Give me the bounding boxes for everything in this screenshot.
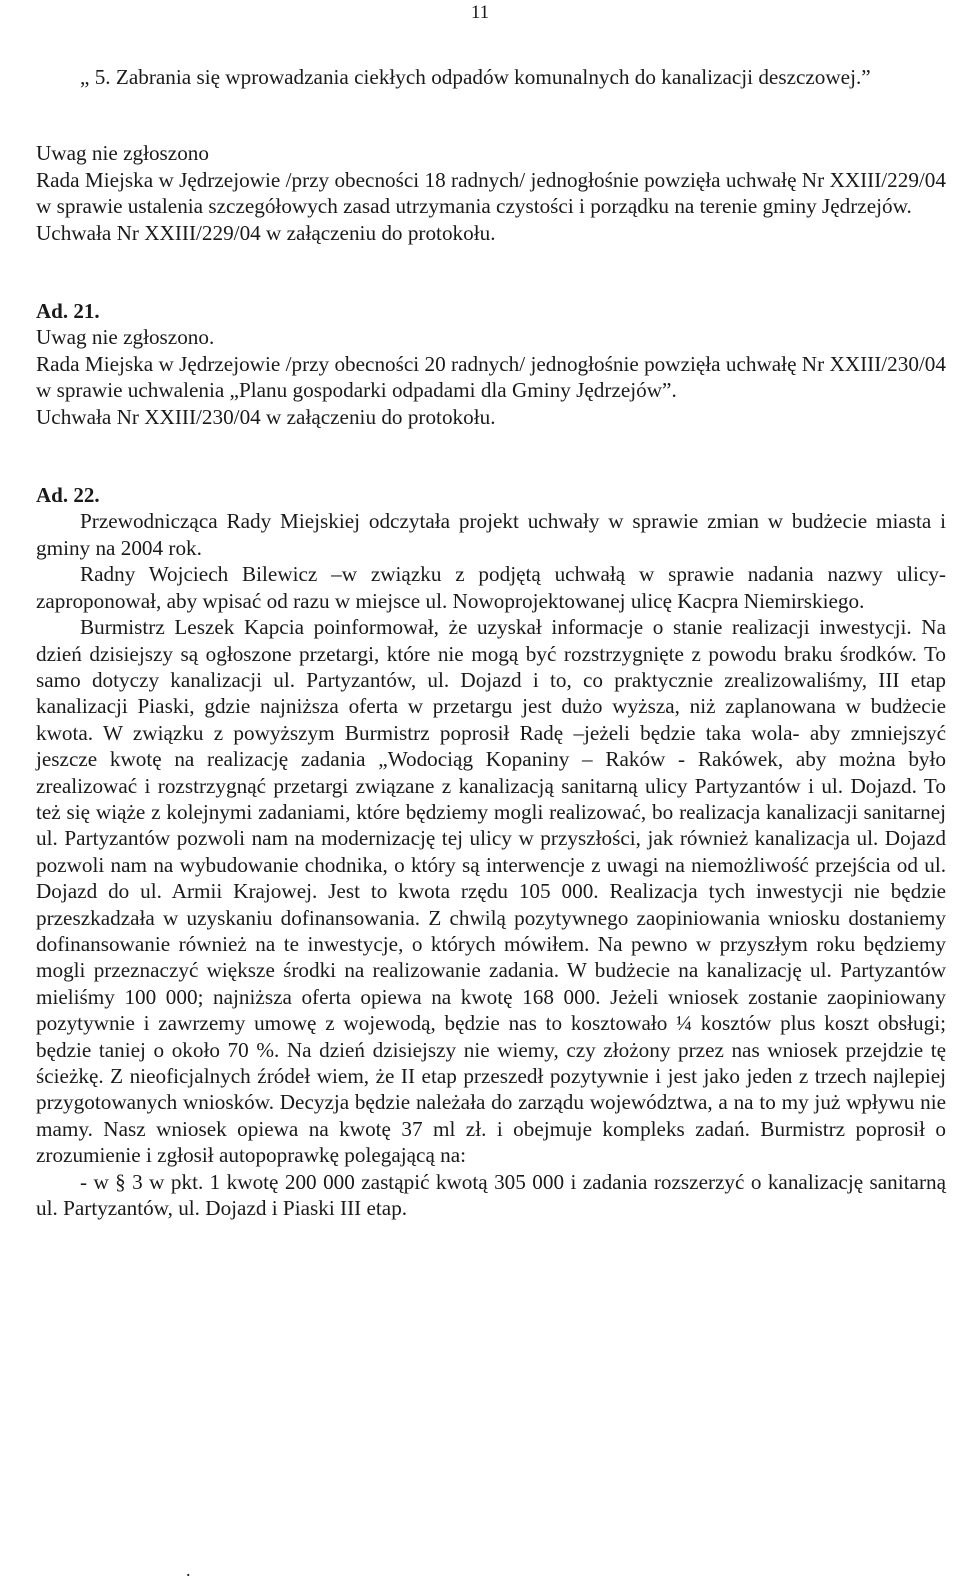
scan-mark: . [186, 1560, 191, 1580]
spacer [36, 430, 946, 482]
page-number: 11 [470, 2, 490, 23]
resolution-paragraph: Rada Miejska w Jędrzejowie /przy obecności 18 radnych/ jednogłośnie powzięła uchwałę Nr XXIII/229/04 w sprawie ustalenia szczegółowych zasad utrzymania czystości i porządku na terenie gminy Jędrzejów. [36, 167, 946, 219]
paragraph: - w § 3 w pkt. 1 kwotę 200 000 zastąpić kwotą 305 000 i zadania rozszerzyć o kanalizację sanitarną ul. Partyzantów, ul. Dojazd i Piaski III etap. [36, 1169, 946, 1221]
document-body [36, 64, 946, 1221]
paragraph: Burmistrz Leszek Kapcia poinformował, że uzyskał informacje o stanie realizacji inwestycji. Na dzień dzisiejszy są ogłoszone przetargi, które nie mogą być rozstrzygnięte z powodu braku środków. To samo dotyczy kanalizacji ul. Partyzantów, ul. Dojazd i to, co praktycznie zrealizowaliśmy, III etap kanalizacji Piaski, gdzie najniższa oferta w przetargu jest dużo wyższa, niż zaplanowana w budżecie kwota. W związku z powyższym Burmistrz poprosił Radę –jeżeli będzie taka wola- aby zmniejszyć jeszcze kwotę na realizację zadania „Wodociąg Kopaniny – Raków - Rakówek, aby można było zrealizować i rozstrzygnąć przetargi związane z kanalizacją sanitarną ulicy Partyzantów i ul. Dojazd. To też się wiąże z kolejnymi zadaniami, które będziemy mogli realizować, bo realizacja kanalizacji sanitarnej ul. Partyzantów pozwoli nam na modernizację tej ulicy w przyszłości, jak również kanalizacja ul. Dojazd pozwoli nam na wybudowanie chodnika, o który są interwencje z uwagi na niemożliwość przejścia od ul. Dojazd do ul. Armii Krajowej. Jest to kwota rzędu 105 000. Realizacja tych inwestycji nie będzie przeszkadzała w uzyskaniu dofinansowania. Z chwilą pozytywnego zaopiniowania wniosku dostaniemy dofinansowanie również na te inwestycje, o których mówiłem. Na pewno w przyszłym roku będziemy mogli przeznaczyć większe środki na realizowanie zadania. W budżecie na kanalizację ul. Partyzantów mieliśmy 100 000; najniższa oferta opiewa na kwotę 168 000. Jeżeli wniosek zostanie zaopiniowany pozytywnie i zawrzemy umowę z wojewodą, będzie nas to kosztowało ¼ kosztów plus koszt obsługi; będzie taniej o około 70 %. Na dzień dzisiejszy nie wiemy, czy złożony przez nas wniosek przejdzie tę ścieżkę. Z nieoficjalnych źródeł wiem, że II etap przeszedł pozytywnie i jest jako jeden z trzech najlepiej przygotowanych wniosków. Decyzja będzie należała do zarządu województwa, a na to my już wpływu nie mamy. Nasz wniosek opiewa na kwotę 37 ml zł. i obejmuje kompleks zadań. Burmistrz poprosił o zrozumienie i zgłosił autopoprawkę polegającą na: [36, 615, 946, 1168]
agenda-heading-ad22: Ad. 22. [36, 483, 100, 508]
remarks-line: Uwag nie zgłoszono [36, 141, 209, 166]
resolution-paragraph: Rada Miejska w Jędrzejowie /przy obecności 20 radnych/ jednogłośnie powzięła uchwałę Nr XXIII/230/04 w sprawie uchwalenia „Planu gospodarki odpadami dla Gminy Jędrzejów”. [36, 351, 946, 403]
agenda-heading-ad21: Ad. 21. [36, 299, 100, 324]
spacer [36, 90, 946, 140]
spacer [36, 246, 946, 298]
remarks-line: Uwag nie zgłoszono. [36, 325, 215, 350]
quoted-provision: „ 5. Zabrania się wprowadzania ciekłych odpadów komunalnych do kanalizacji deszczowej.” [80, 65, 871, 89]
attachment-note: Uchwała Nr XXIII/229/04 w załączeniu do protokołu. [36, 220, 496, 245]
paragraph: Przewodnicząca Rady Miejskiej odczytała projekt uchwały w sprawie zmian w budżecie miasta i gminy na 2004 rok. [36, 509, 946, 560]
paragraph: Radny Wojciech Bilewicz –w związku z podjętą uchwałą w sprawie nadania nazwy ulicy- zaproponował, aby wpisać od razu w miejsce ul. Nowoprojektowanej ulicę Kacpra Niemirskiego. [36, 562, 946, 613]
attachment-note: Uchwała Nr XXIII/230/04 w załączeniu do protokołu. [36, 404, 496, 429]
